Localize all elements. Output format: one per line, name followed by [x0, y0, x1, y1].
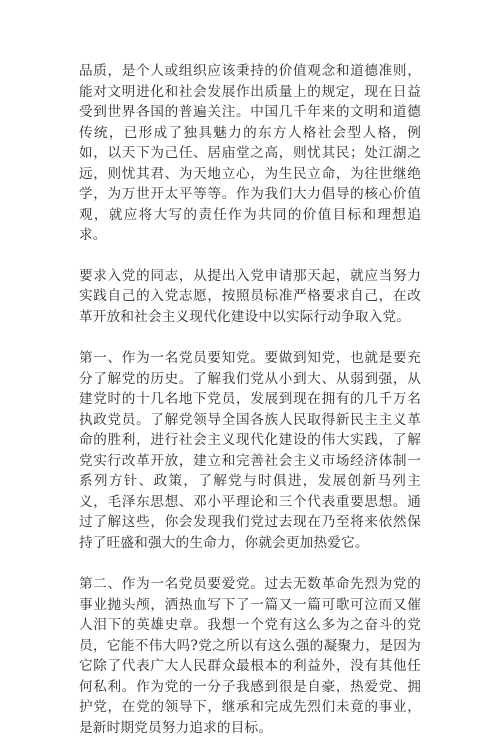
- paragraph-love-party: 第二、作为一名党员要爱党。过去无数革命先烈为党的事业抛头颅，洒热血写下了一篇又一篇可歌可泣而又催人泪下的英雄史章。我想一个党有这么多为之奋斗的党员，它能不伟大吗?党之所以有这么强的凝聚力，是因为它除了代表广大人民群众最根本的利益外，没有其他任何私利。作为党的一分子我感到很是自豪，热爱党、拥护党，在党的领导下，继承和完成先烈们未竟的事业，是新时期党员努力追求的目标。: [79, 576, 421, 736]
- paragraph-spacer: [79, 327, 421, 348]
- paragraph-spacer: [79, 553, 421, 574]
- document-body: [79, 61, 421, 738]
- paragraph-spacer: [79, 246, 421, 266]
- paragraph-join-party: 要求入党的同志，从提出入党申请那天起，就应当努力实践自己的入党志愿，按照员标准严格要求自己，在改革开放和社会主义现代化建设中以实际行动争取入党。: [79, 267, 421, 325]
- paragraph-know-party: 第一、作为一名党员要知党。要做到知党，也就是要充分了解党的历史。了解我们党从小到大、从弱到强，从建党时的十几名地下党员，发展到现在拥有的几千万名执政党员。了解党领导全国各族人民取得新民主主义革命的胜利，进行社会主义现代化建设的伟大实践，了解党实行改革开放，建立和完善社会主义市场经济体制一系列方针、政策，了解党与时俱进，发展创新马列主义，毛泽东思想、邓小平理论和三个代表重要思想。通过了解这些，你会发现我们党过去现在乃至将来依然保持了旺盛和强大的生命力，你就会更加热爱它。: [79, 350, 421, 551]
- paragraph-quality: 品质，是个人或组织应该秉持的价值观念和道德准则，能对文明进化和社会发展作出质量上的规定，现在日益受到世界各国的普遍关注。中国几千年来的文明和道德传统，已形成了独具魅力的东方人格社会型人格，例如，以天下为己任、居庙堂之高，则忧其民；处江湖之远，则忧其君、为天地立心，为生民立命，为往世继绝学，为万世开太平等等。作为我们大力倡导的核心价值观，就应将大写的责任作为共同的价值目标和理想追求。: [79, 63, 421, 243]
